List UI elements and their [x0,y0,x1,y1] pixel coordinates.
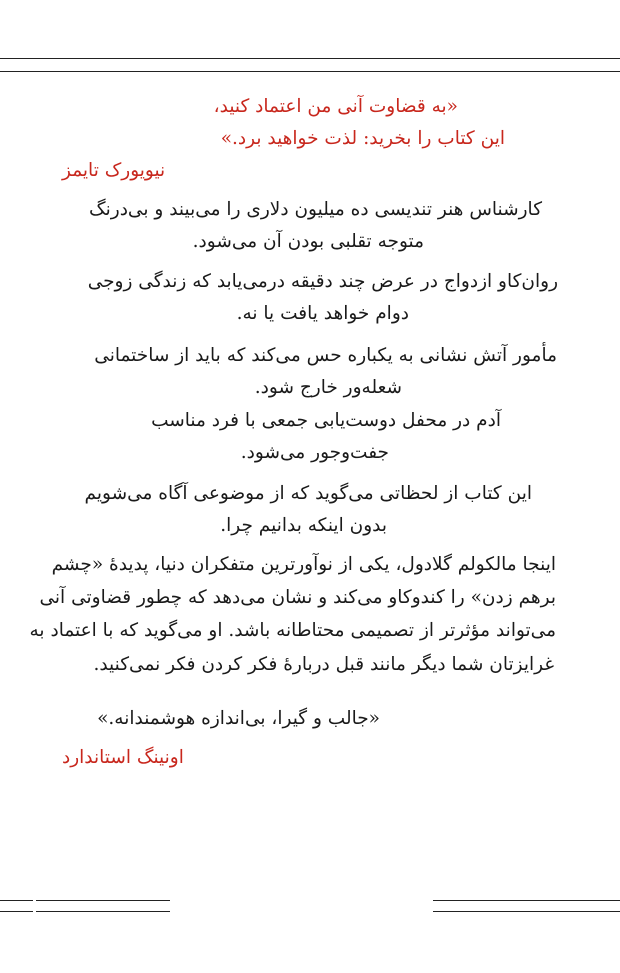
paragraph-3-line-2: شعله‌ور خارج شود. [254,377,402,398]
paragraph-5-line-1: این کتاب از لحظاتی می‌گوید که از موضوعی آگاه می‌شویم [84,483,532,504]
quote-bottom-source: اونینگ استاندارد [62,747,184,768]
paragraph-6-line-2: برهم زدن» را کندوکاو می‌کند و نشان می‌دهد که چطور قضاوتی آنی [39,587,556,608]
bottom-rule-right-2 [433,911,620,912]
top-rule-1 [0,58,620,59]
quote-bottom-text: «جالب و گیرا، بی‌اندازه هوشمندانه.» [97,708,380,729]
bottom-rule-right-1 [433,900,620,901]
paragraph-6-line-4: غرایزتان شما دیگر مانند قبل دربارهٔ فکر کردن فکر نمی‌کنید. [93,654,554,675]
paragraph-4-line-1: آدم در محفل دوست‌یابی جمعی با فرد مناسب [151,410,501,431]
paragraph-2-line-2: دوام خواهد یافت یا نه. [236,303,409,324]
quote-top-source: نیویورک تایمز [62,160,166,181]
paragraph-5-line-2: بدون اینکه بدانیم چرا. [220,515,387,536]
bottom-rule-left-2 [36,900,170,901]
paragraph-3-line-1: مأمور آتش نشانی به یکباره حس می‌کند که باید از ساختمانی [94,345,557,366]
bottom-rule-left-4 [36,911,170,912]
paragraph-6-line-3: می‌تواند مؤثرتر از تصمیمی محتاطانه باشد. او می‌گوید که با اعتماد به [29,620,556,641]
paragraph-6-line-1: اینجا مالکولم گلادول، یکی از نوآورترین متفکران دنیا، پدیدهٔ «چشم [51,554,556,575]
bottom-rule-left-3 [0,911,33,912]
paragraph-1-line-1: کارشناس هنر تندیسی ده میلیون دلاری را می‌بیند و بی‌درنگ [89,199,542,220]
paragraph-4-line-2: جفت‌وجور می‌شود. [240,442,389,463]
quote-top-line-2: این کتاب را بخرید: لذت خواهید برد.» [220,128,505,149]
bottom-rule-left-1 [0,900,33,901]
paragraph-1-line-2: متوجه تقلبی بودن آن می‌شود. [192,231,424,252]
top-rule-2 [0,71,620,72]
paragraph-2-line-1: روان‌کاو ازدواج در عرض چند دقیقه درمی‌یابد که زندگی زوجی [87,271,558,292]
quote-top-line-1: «به قضاوت آنی من اعتماد کنید، [213,96,458,117]
